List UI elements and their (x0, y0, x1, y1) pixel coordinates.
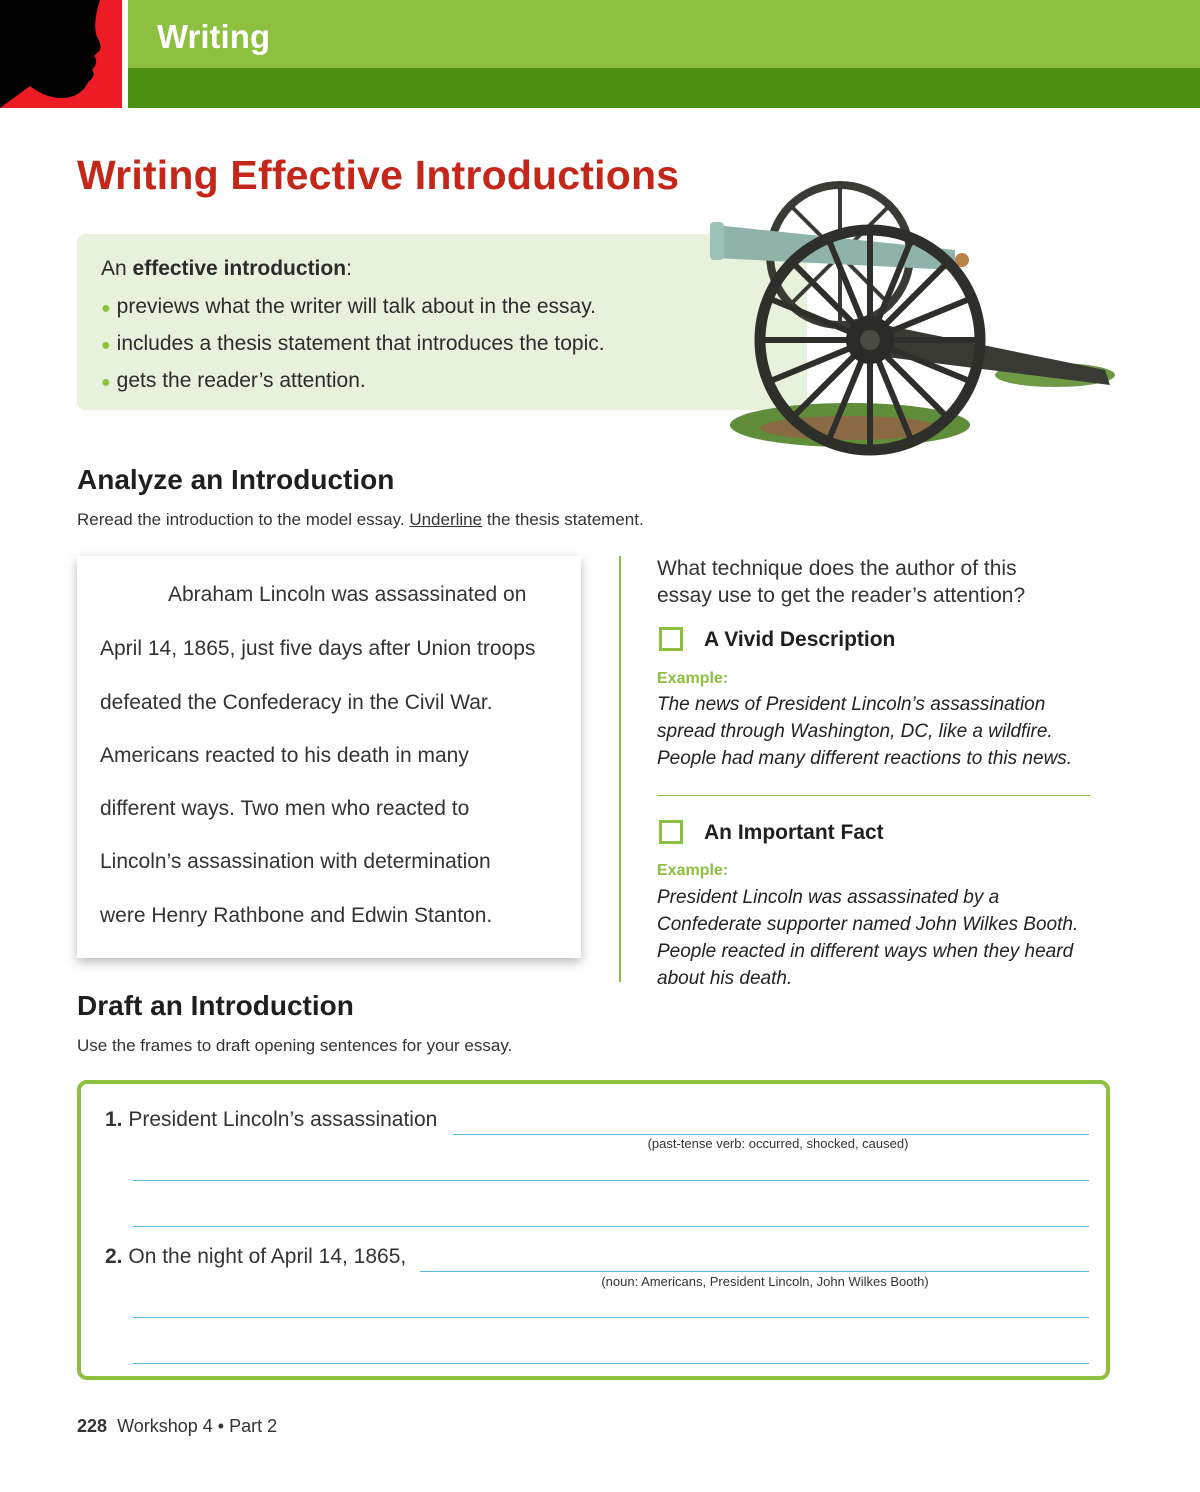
essay-line: were Henry Rathbone and Edwin Stanton. (100, 904, 493, 927)
list-item-text: gets the reader’s attention. (116, 369, 366, 392)
essay-line: different ways. Two men who reacted to (100, 797, 470, 820)
analyze-heading: Analyze an Introduction (77, 464, 395, 495)
example-text: The news of President Lincoln’s assassination spread through Washington, DC, like a wildfire. People had many different reactions to this news. (657, 694, 1073, 769)
draft-instruction: Use the frames to draft opening sentences for your essay. (77, 1036, 513, 1055)
frame-2-prompt (105, 1245, 406, 1269)
option-label: A Vivid Description (704, 628, 896, 651)
list-item (101, 368, 605, 405)
definition-term: effective introduction (132, 257, 347, 280)
frame-1-prompt (105, 1108, 437, 1132)
writing-line[interactable] (133, 1180, 1089, 1181)
writing-line[interactable] (133, 1317, 1089, 1318)
definition-suffix: : (346, 257, 352, 280)
footer-text: Workshop 4 • Part 2 (117, 1416, 278, 1436)
definition-list (101, 294, 605, 405)
page-title: Writing Effective Introductions (77, 152, 680, 198)
draft-heading: Draft an Introduction (77, 990, 354, 1021)
option-separator (657, 795, 1090, 796)
header-bar-band (128, 68, 1200, 108)
essay-line: Abraham Lincoln was assassinated on (168, 583, 527, 606)
list-item (101, 294, 605, 331)
frame-text: On the night of April 14, 1865, (128, 1245, 407, 1268)
definition-prefix: An (101, 257, 133, 280)
frame-hint: (noun: Americans, President Lincoln, John Wilkes Booth) (601, 1274, 929, 1289)
writing-line[interactable] (420, 1271, 1089, 1272)
instruction-text: Reread the introduction to the model essay. (77, 510, 410, 529)
example-label: Example: (657, 862, 729, 879)
essay-line: April 14, 1865, just five days after Union troops (100, 637, 536, 660)
checkbox-important-fact[interactable] (659, 820, 683, 844)
analyze-instruction (77, 510, 644, 530)
option-label: An Important Fact (704, 821, 884, 844)
essay-line: Americans reacted to his death in many (100, 744, 469, 767)
bullet-icon: ● (101, 300, 111, 317)
writing-line[interactable] (453, 1134, 1089, 1135)
silhouette-logo-icon (0, 0, 122, 108)
definition-intro (101, 257, 352, 281)
list-item-text: includes a thesis statement that introduces the topic. (116, 332, 605, 355)
bullet-icon: ● (101, 337, 111, 354)
list-item-text: previews what the writer will talk about in the essay. (116, 295, 596, 318)
section-title: Writing (157, 18, 271, 55)
example-text: President Lincoln was assassinated by a Confederate supporter named John Wilkes Booth. People reacted in different ways when they heard about his death. (657, 887, 1079, 989)
essay-line: defeated the Confederacy in the Civil War. (100, 691, 493, 714)
checkbox-vivid-description[interactable] (659, 627, 683, 651)
frame-text: President Lincoln’s assassination (128, 1108, 438, 1131)
frame-number: 1. (105, 1108, 123, 1131)
bullet-icon: ● (101, 374, 111, 391)
essay-line: Lincoln’s assassination with determination (100, 850, 491, 873)
page-number: 228 (77, 1416, 108, 1436)
writing-line[interactable] (133, 1363, 1089, 1364)
column-divider (619, 556, 621, 982)
header-bar (128, 0, 1200, 68)
writing-line[interactable] (133, 1226, 1089, 1227)
instruction-text: the thesis statement. (482, 510, 644, 529)
frame-number: 2. (105, 1245, 123, 1268)
underline-word: Underline (409, 510, 483, 529)
page-footer (77, 1416, 277, 1437)
list-item (101, 331, 605, 368)
cannon-image (700, 170, 1130, 470)
example-label: Example: (657, 670, 729, 687)
technique-question: What technique does the author of this essay use to get the reader’s attention? (657, 557, 1026, 607)
frame-hint: (past-tense verb: occurred, shocked, caused) (647, 1136, 909, 1151)
